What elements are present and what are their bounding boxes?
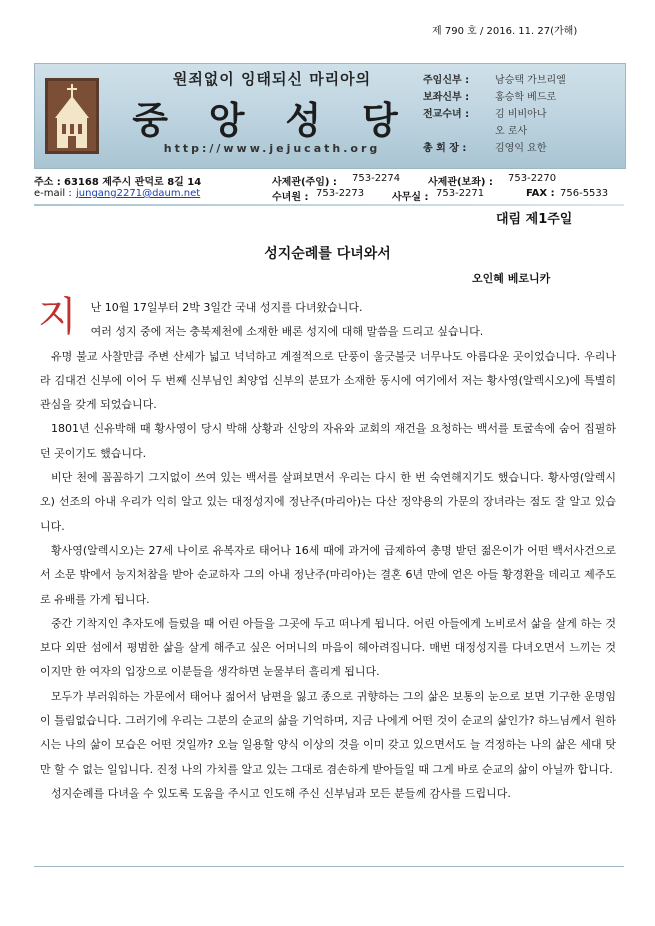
staff-name: 남승택 가브리엘 (495, 75, 566, 86)
staff-title: 전교수녀 : (423, 109, 470, 120)
fax-number: 756-5533 (560, 188, 609, 199)
footer-divider (34, 866, 624, 867)
staff-row (423, 121, 619, 138)
church-website[interactable]: http://www.jejucath.org (163, 142, 381, 155)
liturgical-day: 대림 제1주일 (496, 212, 573, 227)
office-assist-label: 사제관(보좌) : (428, 177, 493, 188)
church-name: 중 앙 성 당 (132, 99, 412, 142)
paragraph: 1801년 신유박해 때 황사영이 당시 박해 상황과 신앙의 자유와 교회의 재건을 요청하는 백서를 토굴속에 숨어 집필하던 곳이기도 했습니다. (40, 422, 616, 460)
email-link[interactable]: jungang2271@daum.net (76, 188, 201, 199)
article-title: 성지순례를 다녀와서 (264, 246, 391, 262)
paragraph-text: 난 10월 17일부터 2박 3일간 국내 성지를 다녀왔습니다. (90, 301, 363, 314)
convent-label: 수녀원 : (272, 192, 309, 203)
church-motto: 원죄없이 잉태되신 마리아의 (172, 70, 372, 88)
header-divider (34, 204, 624, 206)
staff-title: 주임신부 : (423, 75, 470, 86)
paragraph: 성지순례를 다녀올 수 있도록 도움을 주시고 인도해 주신 신부님과 모든 분들께 감사를 드립니다. (51, 786, 511, 800)
staff-list (423, 70, 619, 155)
email-label: e-mail : (34, 188, 72, 199)
office-assist-phone: 753-2270 (508, 173, 557, 184)
article-body (40, 296, 616, 806)
issue-number: 제 790 호 / 2016. 11. 27(가해) (432, 26, 578, 37)
office-main-phone: 753-2274 (352, 173, 401, 184)
staff-title: 보좌신부 : (423, 92, 470, 103)
staff-row (423, 138, 619, 155)
article-author: 오인혜 베로니카 (472, 272, 551, 285)
convent-phone: 753-2273 (316, 188, 365, 199)
staff-title: 총 회 장 : (423, 143, 467, 154)
paragraph: 모두가 부러워하는 가문에서 태어나 젊어서 남편을 잃고 종으로 귀향하는 그의 삶은 보통의 눈으로 보면 기구한 운명임이 틀림없습니다. 그러기에 우리는 그분의 순교의 삶을 기억하며, 지금 나에게 어떤 것이 순교의 삶인가? 하느님께서 원하시는 나의 삶이 모습은 어떤 것일까? 오늘 일용할 양식 이상의 것을 이미 갖고 있으면서도 늘 걱정하는 나의 삶은 세대 탓만 할 수 없는 일입니다. 진정 나의 가치를 알고 있는 그대로 겸손하게 받아들일 때 그게 바로 순교의 삶이 아닐까 합니다. (40, 689, 616, 776)
staff-name: 김 비비아나 (495, 109, 547, 120)
drop-cap: 지 (38, 294, 77, 340)
paragraph: 황사영(알렉시오)는 27세 나이로 유복자로 태어나 16세 때에 과거에 급제하여 총명 받던 젊은이가 어떤 백서사건으로서 소문 밖에서 능지처참을 받아 순교하자 그의 아내 정난주(마리아)는 결혼 6년 만에 얻은 아들 황경환을 데리고 제주도로 유배를 가게 됩니다. (40, 543, 616, 606)
fax-label: FAX : (526, 188, 555, 199)
address-label: 주소 : (34, 177, 61, 188)
address-value: 63168 제주시 관덕로 8길 14 (64, 177, 202, 188)
office-main-label: 사제관(주임) : (272, 177, 337, 188)
office-phone: 753-2271 (436, 188, 485, 199)
staff-name: 오 로사 (495, 126, 528, 137)
staff-name: 홍승학 베드로 (495, 92, 557, 103)
staff-row (423, 87, 619, 104)
staff-row (423, 104, 619, 121)
paragraph: 여러 성지 중에 저는 충북제천에 소재한 배론 성지에 대해 말씀을 드리고 싶습니다. (90, 325, 484, 339)
staff-name: 김영익 요한 (495, 143, 547, 154)
staff-row (423, 70, 619, 87)
office-label: 사무실 : (392, 192, 429, 203)
paragraph: 중간 기착지인 추자도에 들렀을 때 어린 아들을 그곳에 두고 떠나게 됩니다. 어린 아들에게 노비로서 삶을 살게 하는 것 보다 외딴 섬에서 평범한 삶을 살게 해주고 싶은 어머니의 마음이 헤아려집니다. 매번 대정성지를 다녀오면서 느끼는 것이지만 한 여자의 입장으로 이분들을 생각하면 눈물부터 흘리게 됩니다. (40, 616, 616, 679)
paragraph: 비단 천에 꼼꼼하기 그지없이 쓰여 있는 백서를 살펴보면서 우리는 다시 한 번 숙연해지기도 했습니다. 황사영(알렉시오) 선조의 아내 우리가 익히 알고 있는 대정성지에 정난주(마리아)는 다산 정약용의 가문의 장녀라는 점도 잘 알고 있습니다. (40, 471, 616, 533)
header-banner (34, 63, 626, 169)
church-logo-icon (45, 78, 99, 154)
paragraph: 유명 불교 사찰만큼 주변 산세가 넓고 넉넉하고 계절적으로 단풍이 울긋불긋 너무나도 아름다운 곳이었습니다. 우리나라 김대건 신부에 이어 두 번째 신부님인 최양업 신부의 분묘가 소재한 동시에 여기에서 저는 황사영(알렉시오)에 특별히 관심을 갖게 되었습니다. (40, 349, 616, 412)
